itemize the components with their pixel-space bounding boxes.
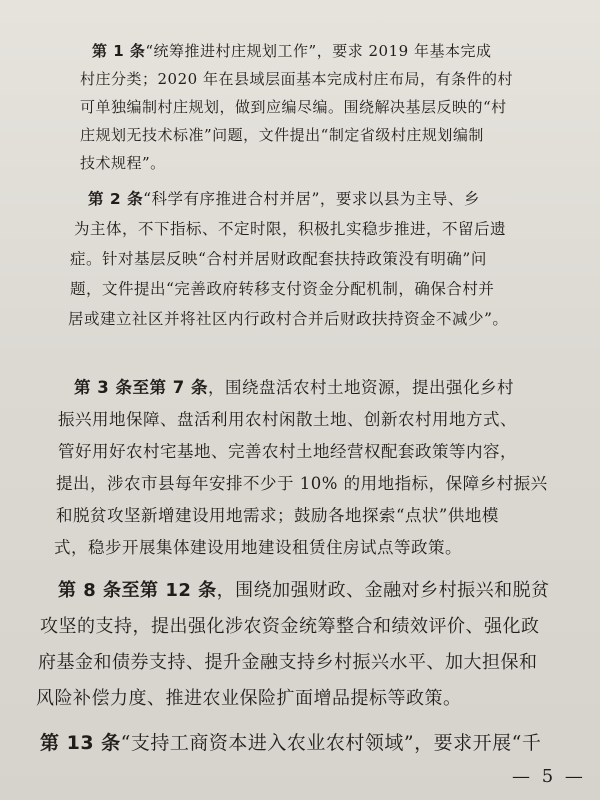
- line-text: “统筹推进村庄规划工作”，要求 2019 年基本完成: [145, 42, 492, 60]
- text-line: [88, 187, 480, 209]
- text-line: 攻坚的支持，提出强化涉农资金统筹整合和绩效评价、强化政: [40, 616, 540, 637]
- text-line: 技术规程”。: [80, 154, 166, 172]
- text-line: 风险补偿力度、推进农业保险扩面增品提标等政策。: [36, 688, 462, 709]
- page-number: — 5 —: [512, 766, 586, 787]
- line-text: “支持工商资本进入农业农村领域”，要求开展“千: [120, 732, 542, 754]
- text-line: 居或建立社区并将社区内行政村合并后财政扶持资金不减少”。: [68, 310, 509, 328]
- text-line: 式，稳步开展集体建设用地建设租赁住房试点等政策。: [54, 538, 462, 557]
- text-line: 村庄分类；2020 年在县域层面基本完成村庄布局，有条件的村: [80, 70, 513, 88]
- text-line: [40, 728, 541, 755]
- article-label: 第 8 条至第 12 条: [58, 580, 217, 601]
- article-label: 第 2 条: [88, 190, 144, 208]
- text-line: [92, 40, 491, 61]
- text-line: 为主体，不下指标、不定时限，积极扎实稳步推进，不留后遗: [74, 220, 507, 238]
- text-line: 管好用好农村宅基地、完善农村土地经营权配套政策等内容，: [58, 442, 517, 461]
- text-line: [74, 374, 514, 398]
- text-line: 提出，涉农市县每年安排不少于 10% 的用地指标，保障乡村振兴: [56, 474, 548, 493]
- article-label: 第 1 条: [92, 42, 146, 60]
- line-text: “科学有序推进合村并居”，要求以县为主导、乡: [143, 190, 480, 208]
- text-line: 症。针对基层反映“合村并居财政配套扶持政策没有明确”问: [70, 250, 487, 268]
- text-line: 和脱贫攻坚新增建设用地需求；鼓励各地探索“点状”供地模: [56, 506, 499, 525]
- text-line: 可单独编制村庄规划，做到应编尽编。围绕解决基层反映的“村: [80, 98, 507, 116]
- article-label: 第 13 条: [40, 732, 121, 754]
- line-text: ，围绕盘活农村土地资源，提出强化乡村: [207, 378, 514, 397]
- text-line: [58, 576, 550, 602]
- article-label: 第 3 条至第 7 条: [74, 378, 208, 397]
- text-line: 题，文件提出“完善政府转移支付资金分配机制，确保合村并: [70, 280, 495, 298]
- line-text: ，围绕加强财政、金融对乡村振兴和脱贫: [216, 580, 550, 601]
- text-line: 振兴用地保障、盘活利用农村闲散土地、创新农村用地方式、: [58, 410, 517, 429]
- text-line: 府基金和债券支持、提升金融支持乡村振兴水平、加大担保和: [38, 652, 538, 673]
- text-line: 庄规划无技术标准”问题，文件提出“制定省级村庄规划编制: [80, 126, 484, 144]
